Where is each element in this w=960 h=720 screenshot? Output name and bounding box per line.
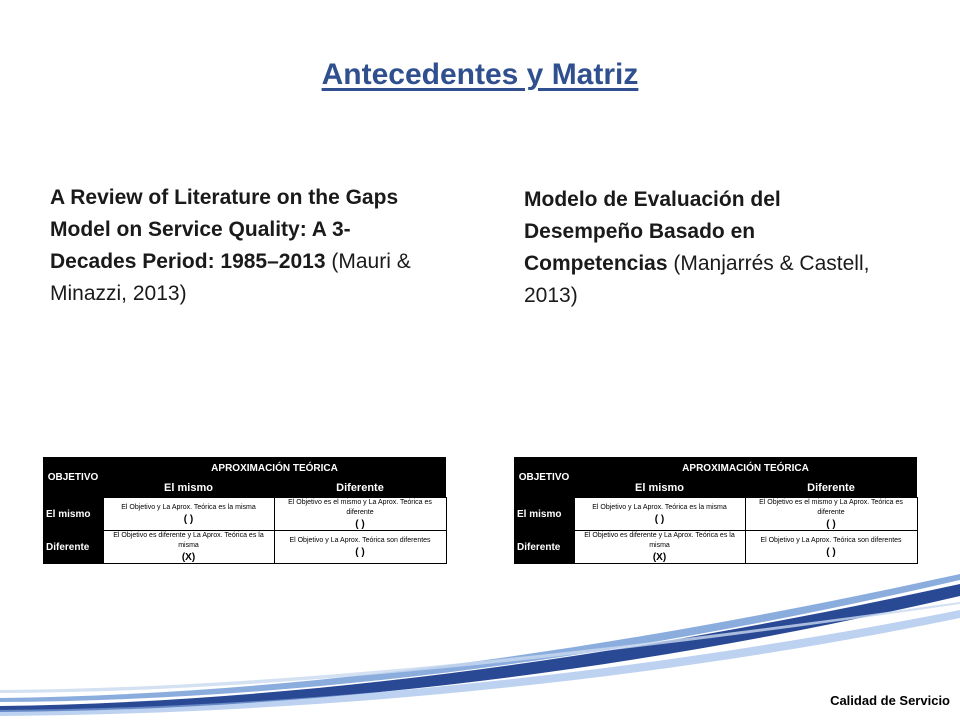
column-header-same: El mismo	[103, 479, 274, 498]
left-reference	[50, 182, 430, 310]
theory-header: APROXIMACIÓN TEÓRICA	[574, 457, 917, 479]
cell-mark: ( )	[826, 547, 836, 558]
cell-mark: ( )	[355, 547, 365, 558]
right-reference	[524, 184, 894, 312]
matrix-cell	[574, 498, 745, 531]
slide-title: Antecedentes y Matriz	[321, 58, 639, 91]
matrix-table-right	[514, 457, 918, 564]
right-reference-citation: (Manjarrés & Castell, 2013)	[524, 252, 870, 307]
right-reference-title: Modelo de Evaluación del Desempeño Basado en Competencias	[524, 188, 781, 275]
column-header-different: Diferente	[274, 479, 446, 498]
decorative-swoosh	[0, 570, 960, 720]
cell-description: El Objetivo es diferente y La Aprox. Teórica es la misma	[113, 532, 264, 549]
matrix-cell	[274, 531, 446, 564]
cell-description: El Objetivo y La Aprox. Teórica es la misma	[121, 504, 256, 511]
cell-mark: ( )	[826, 519, 836, 530]
matrix-cell	[745, 531, 917, 564]
cell-description: El Objetivo y La Aprox. Teórica son diferentes	[289, 537, 431, 544]
matrix-cell	[745, 498, 917, 531]
matrix-table-left	[43, 457, 447, 564]
column-header-same: El mismo	[574, 479, 745, 498]
cell-mark: ( )	[355, 519, 365, 530]
objective-label: OBJETIVO	[43, 457, 103, 498]
left-reference-title: A Review of Literature on the Gaps Model on Service Quality: A 3-Decades Period: 1985–2013	[50, 186, 399, 273]
row-header-different: Diferente	[514, 531, 574, 564]
cell-description: El Objetivo y La Aprox. Teórica es la misma	[592, 504, 727, 511]
cell-description: El Objetivo es el mismo y La Aprox. Teórica es diferente	[759, 499, 903, 516]
footer-label: Calidad de Servicio	[830, 693, 950, 708]
row-header-same: El mismo	[514, 498, 574, 531]
cell-mark: ( )	[654, 514, 665, 525]
theory-header: APROXIMACIÓN TEÓRICA	[103, 457, 446, 479]
objective-label: OBJETIVO	[514, 457, 574, 498]
cell-mark: (X)	[181, 552, 196, 563]
cell-description: El Objetivo es diferente y La Aprox. Teórica es la misma	[584, 532, 735, 549]
row-header-same: El mismo	[43, 498, 103, 531]
row-header-different: Diferente	[43, 531, 103, 564]
cell-mark: ( )	[183, 514, 194, 525]
cell-description: El Objetivo es el mismo y La Aprox. Teórica es diferente	[288, 499, 432, 516]
cell-description: El Objetivo y La Aprox. Teórica son diferentes	[760, 537, 902, 544]
cell-mark: (X)	[652, 552, 667, 563]
matrix-cell	[103, 531, 274, 564]
matrix-cell	[274, 498, 446, 531]
matrix-cell	[103, 498, 274, 531]
left-reference-citation: (Mauri & Minazzi, 2013)	[50, 250, 411, 305]
column-header-different: Diferente	[745, 479, 917, 498]
matrix-cell	[574, 531, 745, 564]
